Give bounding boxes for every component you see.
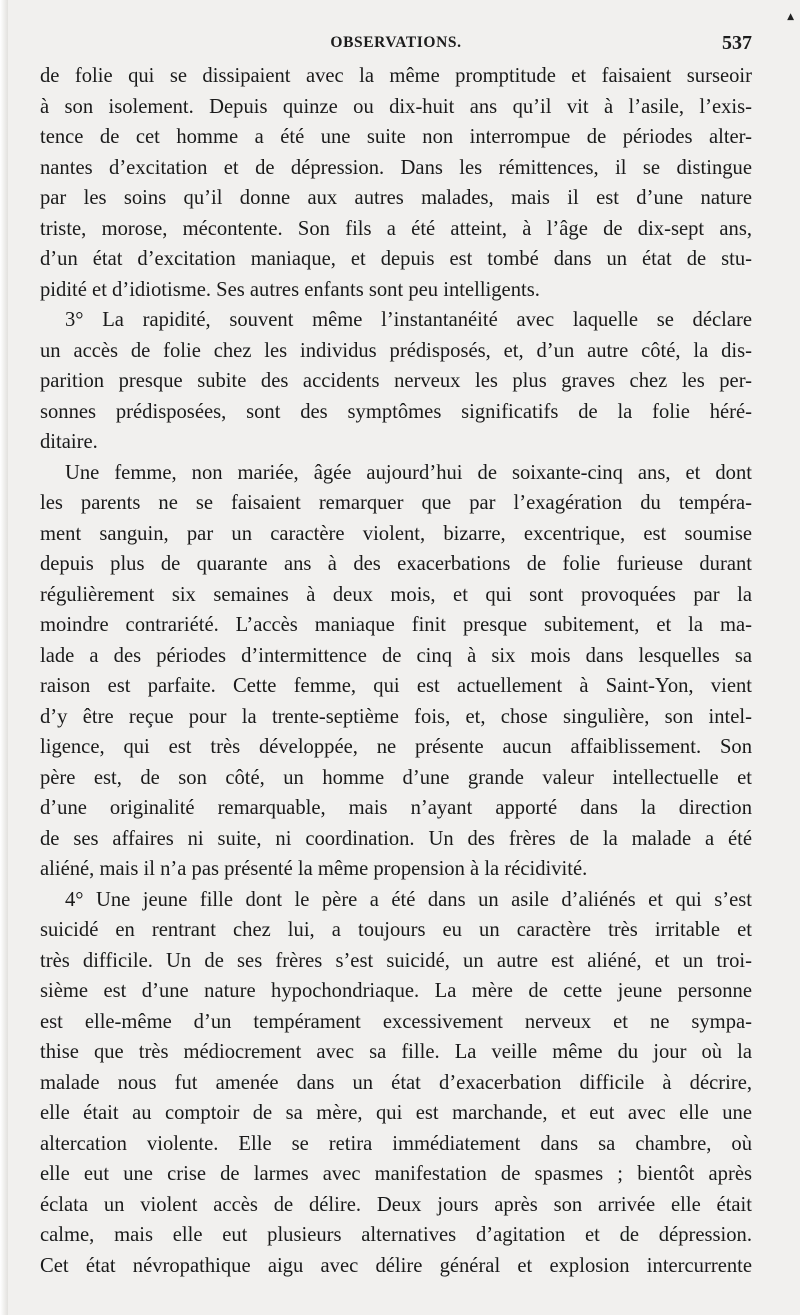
text-line: Cet état névropathique aigu avec délire général et explosion intercurrente (40, 1254, 752, 1277)
text-line: depuis plus de quarante ans à des exacerbations de folie furieuse durant (40, 553, 752, 575)
text-line: nantes d’excitation et de dépression. Dans les rémittences, il se distingue (40, 156, 752, 179)
text-line: père est, de son côté, un homme d’une grande valeur intellectuelle et (40, 766, 752, 789)
text-line: triste, morose, mécontente. Son fils a été atteint, à l’âge de dix-sept ans, (40, 217, 752, 240)
text-line: ditaire. (40, 431, 98, 453)
text-line: lade a des périodes d’intermittence de cinq à six mois dans lesquelles sa (40, 644, 752, 667)
text-line: très difficile. Un de ses frères s’est suicidé, un autre est aliéné, et un troi- (40, 949, 752, 972)
text-line: suicidé en rentrant chez lui, a toujours eu un caractère très irritable et (40, 919, 752, 941)
text-line: parition presque subite des accidents nerveux les plus graves chez les per- (40, 370, 752, 392)
paragraph (40, 305, 752, 458)
text-line: raison est parfaite. Cette femme, qui est actuellement à Saint-Yon, vient (40, 675, 752, 697)
text-line: sième est d’une nature hypochondriaque. La mère de cette jeune personne (40, 980, 752, 1002)
text-line: malade nous fut amenée dans un état d’exacerbation difficile à décrire, (40, 1071, 752, 1094)
paragraph (40, 885, 752, 1282)
text-line: altercation violente. Elle se retira immédiatement dans sa chambre, où (40, 1132, 752, 1155)
text-line: de folie qui se dissipaient avec la même promptitude et faisaient surseoir (40, 65, 752, 87)
text-line: calme, mais elle eut plusieurs alternatives d’agitation et de dépression. (40, 1224, 752, 1246)
body-text (40, 61, 752, 1281)
text-line: aliéné, mais il n’a pas présenté la même propension à la récidivité. (40, 858, 588, 880)
text-line: de ses affaires ni suite, ni coordination. Un des frères de la malade a été (40, 827, 752, 850)
text-line: moindre contrariété. L’accès maniaque finit presque subitement, et la ma- (40, 614, 752, 636)
text-line: est elle-même d’un tempérament excessivement nerveux et ne sympa- (40, 1010, 752, 1033)
paragraph (40, 458, 752, 885)
page-number: 537 (722, 32, 752, 54)
text-line: d’y être reçue pour la trente-septième fois, et, chose singulière, son intel- (40, 705, 752, 728)
text-line: les parents ne se faisaient remarquer que par l’exagération du tempéra- (40, 492, 752, 514)
text-line: thise que très médiocrement avec sa fille. La veille même du jour où la (40, 1041, 752, 1063)
text-line: pidité et d’idiotisme. Ses autres enfants sont peu intelligents. (40, 278, 540, 301)
text-line: ligence, qui est très développée, ne présente aucun affaiblissement. Son (40, 736, 752, 758)
text-line: régulièrement six semaines à deux mois, et qui sont provoquées par la (40, 583, 752, 606)
corner-mark: ▲ (787, 12, 794, 22)
text-line: éclata un violent accès de délire. Deux jours après son arrivée elle était (40, 1193, 752, 1216)
page-edge-shadow (0, 0, 8, 1315)
paragraph (40, 61, 752, 305)
text-line: elle eut une crise de larmes avec manifestation de spasmes ; bientôt après (40, 1163, 752, 1185)
running-title: OBSERVATIONS. (330, 34, 462, 51)
text-line: ment sanguin, par un caractère violent, bizarre, excentrique, est soumise (40, 522, 752, 545)
text-line: d’une originalité remarquable, mais n’ayant apporté dans la direction (40, 797, 752, 819)
text-line: 4° Une jeune fille dont le père a été dans un asile d’aliénés et qui s’est (65, 888, 752, 911)
text-line: 3° La rapidité, souvent même l’instantanéité avec laquelle se déclare (65, 309, 752, 331)
text-line: à son isolement. Depuis quinze ou dix-huit ans qu’il vit à l’asile, l’exis- (40, 95, 752, 118)
page-header (40, 32, 752, 62)
text-line: sonnes prédisposées, sont des symptômes significatifs de la folie héré- (40, 400, 752, 423)
text-line: d’un état d’excitation maniaque, et depuis est tombé dans un état de stu- (40, 248, 752, 270)
text-line: par les soins qu’il donne aux autres malades, mais il est d’une nature (40, 187, 752, 209)
text-line: Une femme, non mariée, âgée aujourd’hui de soixante-cinq ans, et dont (65, 461, 752, 484)
text-line: tence de cet homme a été une suite non interrompue de périodes alter- (40, 126, 752, 148)
text-line: un accès de folie chez les individus prédisposés, et, d’un autre côté, la dis- (40, 339, 752, 362)
text-line: elle était au comptoir de sa mère, qui est marchande, et eut avec elle une (40, 1102, 752, 1124)
